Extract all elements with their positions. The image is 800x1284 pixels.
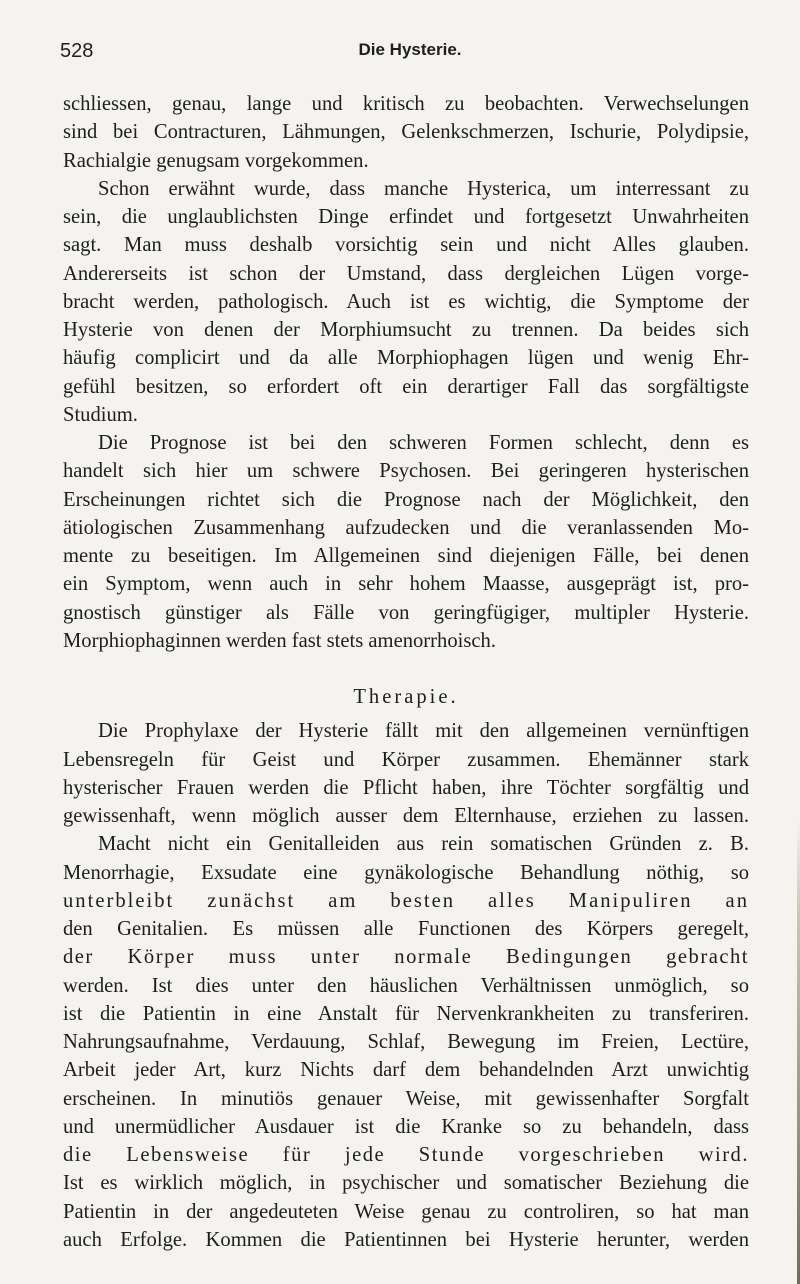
text-line: sagt. Man muss deshalb vorsichtig sein und nicht Alles glauben. <box>63 234 749 257</box>
text-line: unterbleibt zunächst am besten alles Manipuliren an <box>63 889 749 912</box>
text-line: Menorrhagie, Exsudate eine gynäkologische Behandlung nöthig, so <box>63 861 749 884</box>
text-line: gnostisch günstiger als Fälle von geringfügiger, multipler Hysterie. <box>63 601 749 624</box>
text-line: den Genitalien. Es müssen alle Functionen des Körpers geregelt, <box>63 918 749 940</box>
text-line: Erscheinungen richtet sich die Prognose nach der Möglichkeit, den <box>63 488 749 511</box>
text-line: sind bei Contracturen, Lähmungen, Gelenkschmerzen, Ischurie, Polydipsie, <box>63 121 749 144</box>
text-line: Andererseits ist schon der Umstand, dass dergleichen Lügen vorge- <box>63 262 749 285</box>
text-line: sein, die unglaublichsten Dinge erfindet und fortgesetzt Unwahrheiten <box>63 206 749 228</box>
text-line: Nahrungsaufnahme, Verdauung, Schlaf, Bewegung im Freien, Lectüre, <box>63 1031 749 1053</box>
text-line: Die Prognose ist bei den schweren Formen schlecht, denn es <box>98 432 749 454</box>
text-line: die Lebensweise für jede Stunde vorgeschrieben wird. <box>63 1144 749 1166</box>
text-line: Patientin in der angedeuteten Weise genau zu controliren, so hat man <box>63 1200 749 1223</box>
text-line: und unermüdlicher Ausdauer ist die Kranke so zu behandeln, dass <box>63 1115 749 1138</box>
section-heading: Therapie. <box>353 686 459 708</box>
section-gap <box>63 655 749 683</box>
text-line: ist die Patientin in eine Anstalt für Nervenkrankheiten zu transferiren. <box>63 1002 749 1025</box>
text-line: mente zu beseitigen. Im Allgemeinen sind diejenigen Fälle, bei denen <box>63 545 749 567</box>
text-line: Hysterie von denen der Morphiumsucht zu trennen. Da beides sich <box>63 319 749 341</box>
text-line: schliessen, genau, lange und kritisch zu beobachten. Verwechselungen <box>63 93 749 115</box>
text-line: Ist es wirklich möglich, in psychischer und somatischer Beziehung die <box>63 1172 749 1195</box>
text-line: Rachialgie genugsam vorgekommen. <box>63 149 369 172</box>
text-line: der Körper muss unter normale Bedingungen gebracht <box>63 946 749 969</box>
page-header <box>60 40 760 70</box>
text-line: ätiologischen Zusammenhang aufzudecken und die veranlassenden Mo- <box>63 516 749 539</box>
text-line: Studium. <box>63 403 138 426</box>
running-title: Die Hysterie. <box>358 40 462 59</box>
text-line: bracht werden, pathologisch. Auch ist es wichtig, die Symptome der <box>63 290 749 313</box>
text-line: gewissenhaft, wenn möglich ausser dem Elternhause, erziehen zu lassen. <box>63 805 749 827</box>
text-line: werden. Ist dies unter den häuslichen Verhältnissen unmöglich, so <box>63 974 749 997</box>
text-line: erscheinen. In minutiös genauer Weise, mit gewissenhafter Sorgfalt <box>63 1087 749 1110</box>
text-line: Lebensregeln für Geist und Körper zusammen. Ehemänner stark <box>63 748 749 771</box>
text-line: Morphiophaginnen werden fast stets amenorrhoisch. <box>63 629 496 652</box>
text-line: hysterischer Frauen werden die Pflicht haben, ihre Töchter sorgfältig und <box>63 776 749 799</box>
text-line: häufig complicirt und da alle Morphiophagen lügen und wenig Ehr- <box>63 347 749 370</box>
text-line: ein Symptom, wenn auch in sehr hohem Maasse, ausgeprägt ist, pro- <box>63 573 749 596</box>
text-line: handelt sich hier um schwere Psychosen. Bei geringeren hysterischen <box>63 460 749 483</box>
body-text <box>63 90 749 1254</box>
text-line: Macht nicht ein Genitalleiden aus rein somatischen Gründen z. B. <box>98 833 749 856</box>
text-line: Die Prophylaxe der Hysterie fällt mit den allgemeinen vernünftigen <box>98 720 749 743</box>
text-line: Arbeit jeder Art, kurz Nichts darf dem behandelnden Arzt unwichtig <box>63 1059 749 1082</box>
text-line: auch Erfolge. Kommen die Patientinnen bei Hysterie herunter, werden <box>63 1228 749 1251</box>
text-line: gefühl besitzen, so erfordert oft ein derartiger Fall das sorgfältigste <box>63 375 749 398</box>
text-line: Schon erwähnt wurde, dass manche Hysterica, um interressant zu <box>98 177 749 200</box>
page-number: 528 <box>60 40 94 62</box>
